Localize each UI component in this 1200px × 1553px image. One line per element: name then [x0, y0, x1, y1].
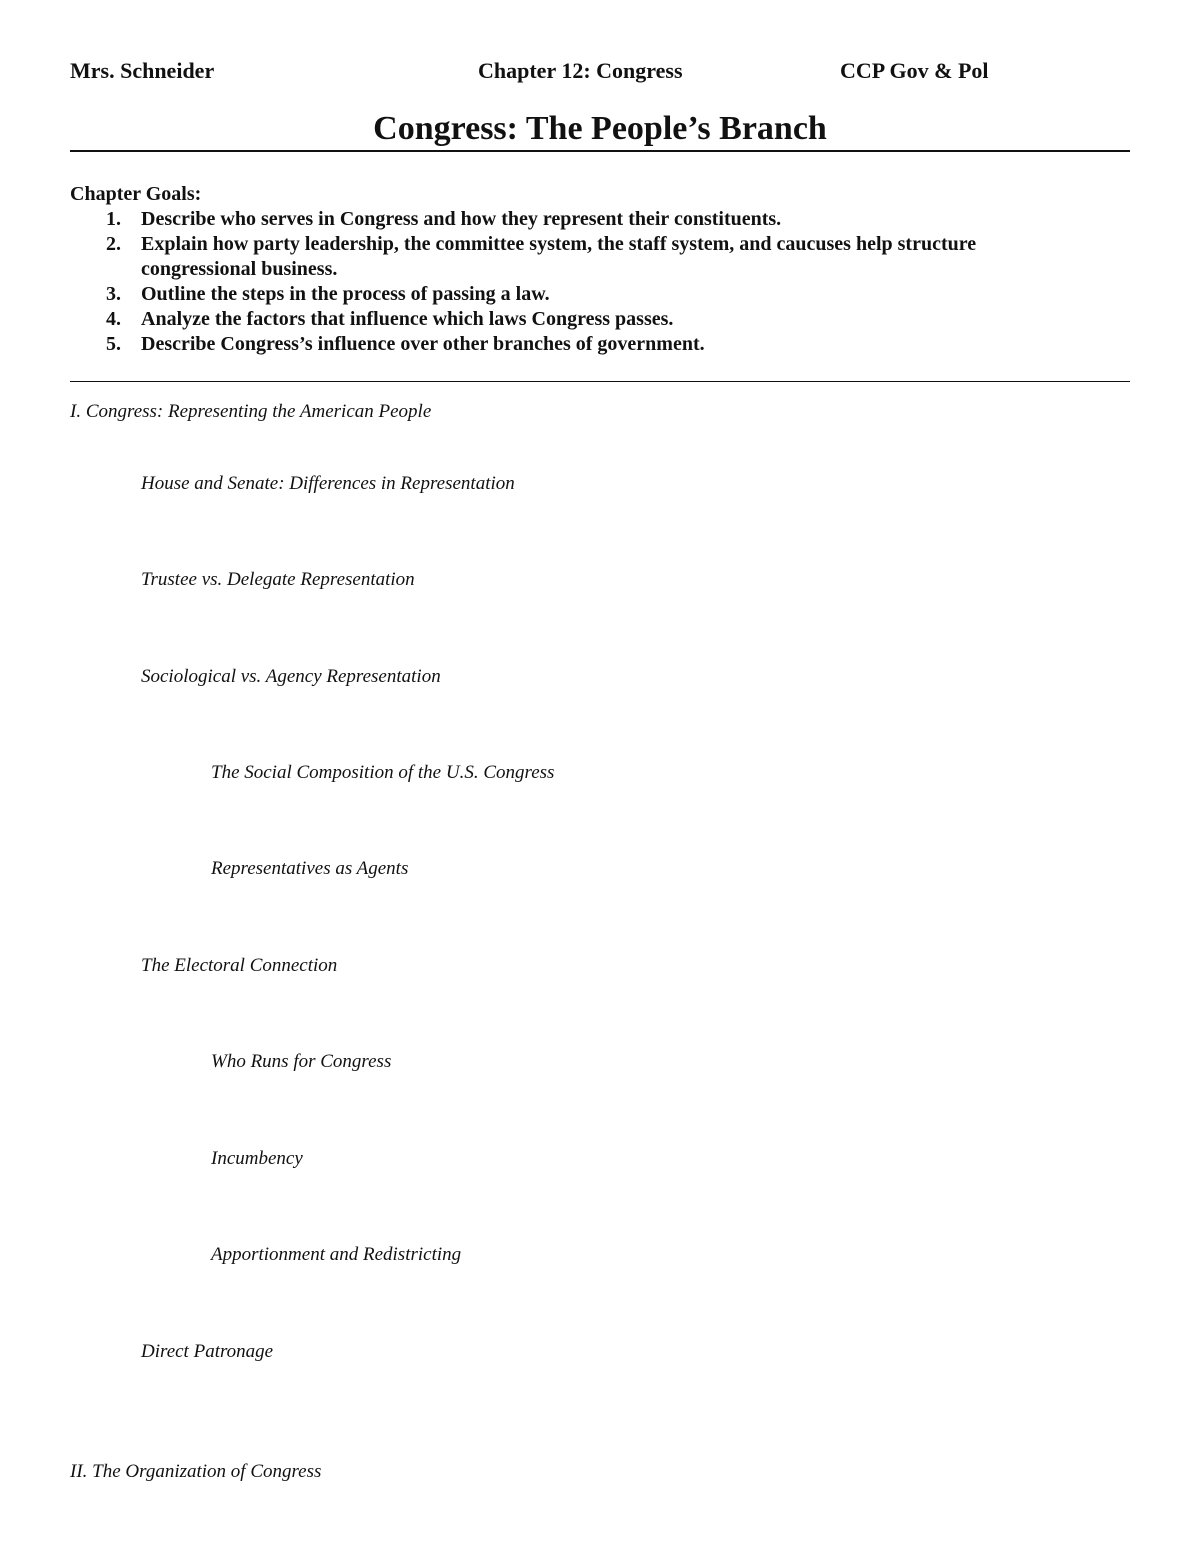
goal-text: Describe who serves in Congress and how they represent their constituents.	[141, 208, 782, 230]
goal-item	[70, 232, 1070, 282]
goal-item	[70, 207, 1070, 232]
outline-subsubheading: Apportionment and Redistricting	[211, 1244, 462, 1265]
goal-text: Explain how party leadership, the committee system, the staff system, and caucuses help structure congressional business.	[141, 233, 977, 280]
goal-text: Analyze the factors that influence which laws Congress passes.	[141, 308, 674, 330]
goals-list	[70, 207, 1070, 357]
goal-text: Describe Congress’s influence over other branches of government.	[141, 333, 705, 355]
page-header	[70, 58, 1130, 84]
title-divider	[70, 150, 1130, 152]
outline-subheading: House and Senate: Differences in Representation	[141, 473, 515, 494]
outline-subheading: Sociological vs. Agency Representation	[141, 666, 441, 687]
outline-subsubheading: The Social Composition of the U.S. Congress	[211, 762, 555, 783]
goal-number: 4.	[106, 308, 121, 330]
goal-number: 5.	[106, 333, 121, 355]
chapter-label: Chapter 12: Congress	[478, 58, 683, 83]
outline-subheading: Direct Patronage	[141, 1341, 274, 1362]
goal-text: Outline the steps in the process of passing a law.	[141, 283, 550, 305]
goal-item	[70, 332, 1070, 357]
goal-item	[70, 282, 1070, 307]
goal-number: 2.	[106, 233, 121, 255]
course-name: CCP Gov & Pol	[840, 58, 989, 83]
goal-number: 3.	[106, 283, 121, 305]
outline-subheading: Trustee vs. Delegate Representation	[141, 569, 415, 590]
outline-section-heading: I. Congress: Representing the American People	[70, 401, 432, 422]
outline-subsubheading: Who Runs for Congress	[211, 1051, 392, 1072]
section-divider	[70, 381, 1130, 382]
goal-number: 1.	[106, 208, 121, 230]
outline-subheading: The Electoral Connection	[141, 955, 338, 976]
page-title: Congress: The People’s Branch	[373, 110, 827, 147]
teacher-name: Mrs. Schneider	[70, 58, 215, 83]
goal-item	[70, 307, 1070, 332]
outline-subsubheading: Representatives as Agents	[211, 858, 409, 879]
outline-section-heading: II. The Organization of Congress	[70, 1461, 322, 1482]
goals-heading: Chapter Goals:	[70, 183, 202, 205]
outline-subsubheading: Incumbency	[211, 1148, 303, 1169]
